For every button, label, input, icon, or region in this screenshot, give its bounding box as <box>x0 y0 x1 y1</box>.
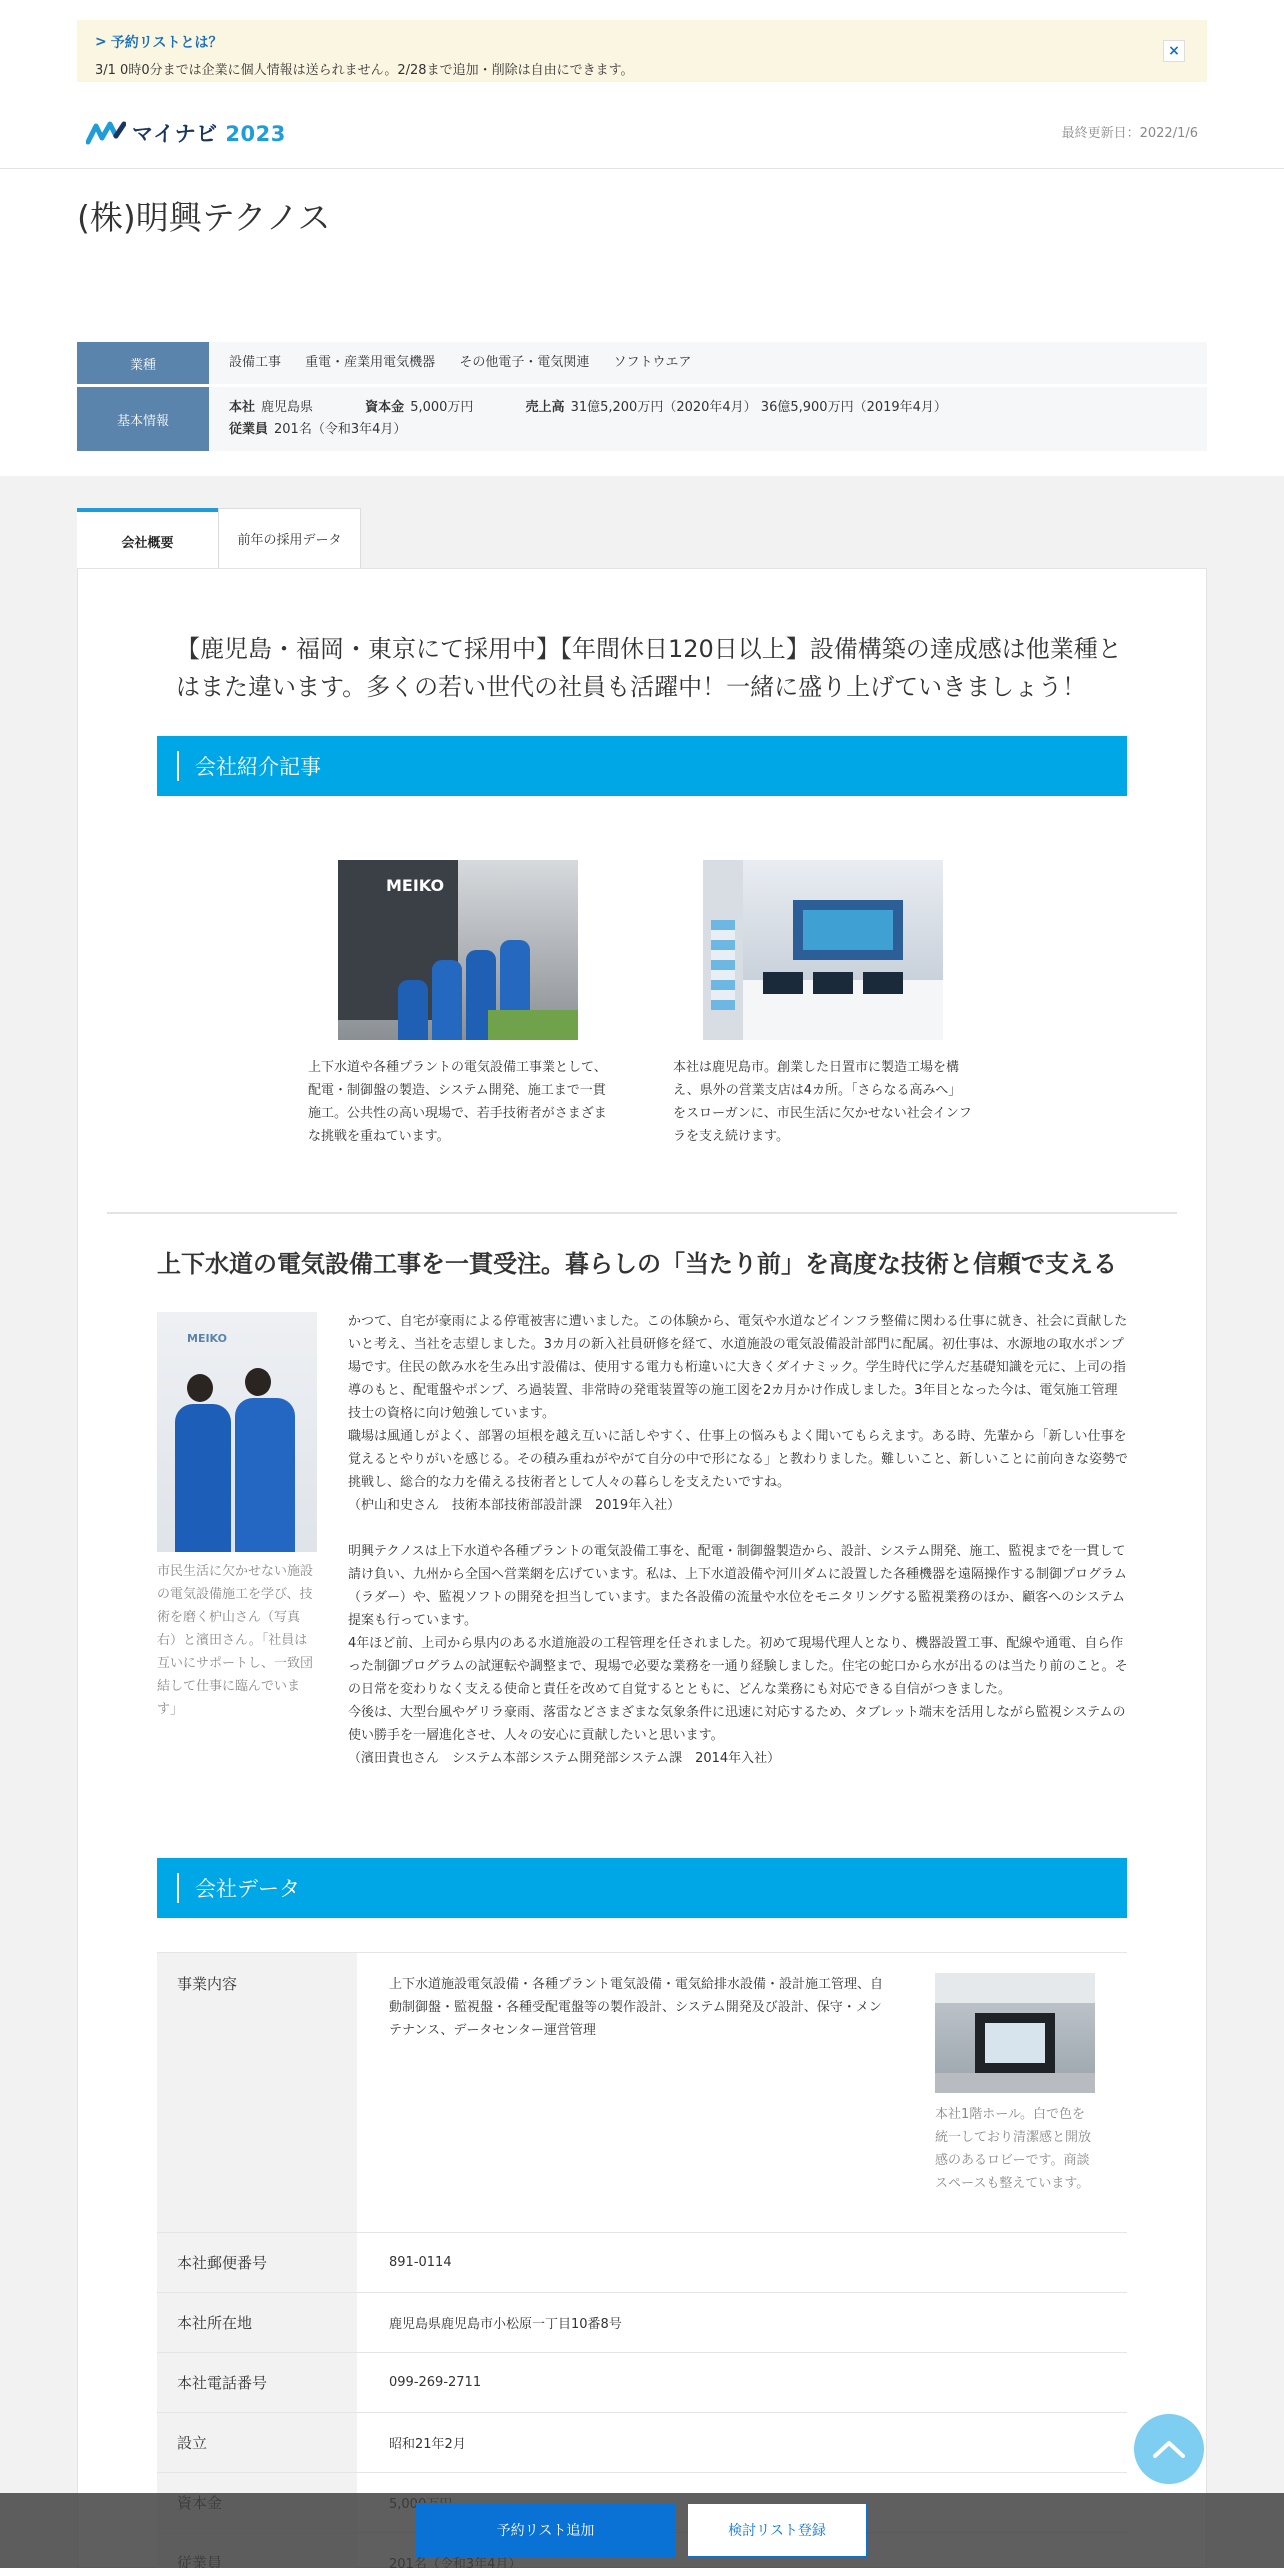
row-value: 昭和21年2月 <box>389 2437 466 2452</box>
scroll-to-top-button[interactable] <box>1134 2414 1204 2484</box>
sales-label: 売上高 <box>525 400 565 415</box>
capital-label: 資本金 <box>365 400 405 415</box>
lobby-photo-caption: 本社1階ホール。白で色を統一しており清潔感と開放感のあるロビーです。商談スペースも整えています。 <box>935 2107 1092 2191</box>
lobby-photo <box>935 1973 1095 2093</box>
data-section-heading <box>157 1858 1127 1918</box>
table-row <box>157 2293 1127 2353</box>
bottom-action-bar <box>0 2493 1284 2568</box>
heading-bar <box>177 1873 179 1903</box>
company-name: (株)明興テクノス <box>77 198 331 237</box>
industry-item: その他電子・電気関連 <box>459 355 590 370</box>
article-caption: 本社は鹿児島市。創業した日置市に製造工場を構え、県外の営業支店は4カ所。「さらなる高みへ」をスローガンに、市民生活に欠かせない社会インフラを支え続けます。 <box>673 1060 972 1144</box>
story-paragraph: かつて、自宅が豪雨による停電被害に遭いました。この体験から、電気や水道などインフラ整備に関わる仕事に就き、社会に貢献したいと考え、当社を志望しました。3カ月の新入社員研修を経て、水道施設の電気設備設計部門に配属。初仕事は、水源地の取水ポンプ場です。住民の飲み水を生み出す設備は、使用する電力も桁違いに大きくダイナミック。学生時代に学んだ基礎知識を元に、上司の指導のもと、配電盤やポンプ、ろ過装置、非常時の発電装置等の施工図を2カ月かけ作成しました。3年目となった今は、電気施工管理技士の資格に向け勉強しています。 <box>348 1314 1128 1421</box>
table-row <box>157 1953 1127 2233</box>
notice-text: 3/1 0時0分までは企業に個人情報は送られません。2/28まで追加・削除は自由にできます。 <box>95 63 634 78</box>
row-label: 本社郵便番号 <box>157 2233 357 2292</box>
row-value: 099-269-2711 <box>389 2375 482 2390</box>
hq-label: 本社 <box>229 400 256 415</box>
story-body <box>348 1310 1128 1770</box>
company-data-table <box>157 1952 1127 2568</box>
article-caption: 上下水道や各種プラントの電気設備工事業として、配電・制御盤の製造、システム開発、施工まで一貫施工。公共性の高い現場で、若手技術者がさまざまな挑戦を重ねています。 <box>308 1060 607 1144</box>
tab-previous-recruitment-data[interactable]: 前年の採用データ <box>218 508 361 568</box>
heading-bar <box>177 751 179 781</box>
story-paragraph: 今後は、大型台風やゲリラ豪雨、落雷などさまざまな気象条件に迅速に対応するため、タブレット端末を活用しながら監視システムの使い勝手を一層進化させ、人々の安心に貢献したいと思います。 <box>348 1705 1126 1743</box>
notice-title-link[interactable] <box>95 32 1189 52</box>
story-paragraph: 明興テクノスは上下水道や各種プラントの電気設備工事を、配電・制御盤製造から、設計、システム開発、施工、監視までを一貫して請け負い、九州から全国へ営業網を広げています。私は、上下水道設備や河川ダムに設置した各種機器を遠隔操作する制御プログラム（ラダー）や、監視ソフトの開発を担当しています。また各設備の流量や水位をモニタリングする監視業務のほか、顧客へのシステム提案も行っています。 <box>348 1544 1127 1628</box>
industry-list <box>209 342 1207 384</box>
story-paragraph: 4年ほど前、上司から県内のある水道施設の工程管理を任されました。初めて現場代理人となり、機器設置工事、配線や通電、自ら作った制御プログラムの試運転や調整まで、現場で必要な業務を一通り経験しました。住宅の蛇口から水が出るのは当たり前のこと。その日常を変わりなく支える使命と責任を改めて自覚するとともに、どんな業務にも対応できる自信がつきました。 <box>348 1636 1128 1697</box>
article-photo-staff <box>338 860 578 1040</box>
story-paragraph: 職場は風通しがよく、部署の垣根を越え互いに話しやすく、仕事上の悩みもよく聞いてもらえます。ある時、先輩から「新しい仕事を覚えるとやりがいを感じる。その積み重ねがやがて自分の中で形になる」と教わりました。難しいこと、新しいことに前向きな姿勢で挑戦し、総合的な力を備える技術者として人々の暮らしを支えたいですね。 <box>348 1429 1129 1490</box>
tab-company-overview[interactable]: 会社概要 <box>77 508 218 570</box>
table-row <box>157 2413 1127 2473</box>
sign-text: MEIKO <box>187 1332 227 1345</box>
story-photo-caption: 市民生活に欠かせない施設の電気設備施工を学び、技術を磨く枦山さん（写真右）と濱田さん。「社員は互いにサポートし、一致団結して仕事に臨んでいます」 <box>157 1564 314 1717</box>
intro-section-heading <box>157 736 1127 796</box>
company-info <box>77 342 1207 454</box>
story-title: 上下水道の電気設備工事を一貫受注。暮らしの「当たり前」を高度な技術と信頼で支える <box>157 1250 1117 1278</box>
sign-text: MEIKO <box>386 876 445 895</box>
basic-info-values <box>209 387 1207 451</box>
row-label: 事業内容 <box>157 1953 357 2232</box>
mynavi-logo[interactable] <box>86 118 286 148</box>
row-value: 鹿児島県鹿児島市小松原一丁目10番8号 <box>389 2317 622 2332</box>
row-label: 設立 <box>157 2413 357 2472</box>
story-signature: （枦山和史さん 技術本部技術部設計課 2019年入社） <box>348 1498 681 1513</box>
industry-label: 業種 <box>77 342 209 384</box>
sales-value: 31億5,200万円（2020年4月） 36億5,900万円（2019年4月） <box>570 400 947 415</box>
industry-row <box>77 342 1207 384</box>
add-consider-list-button[interactable]: 検討リスト登録 <box>687 2503 867 2557</box>
story-signature: （濱田貴也さん システム本部システム開発部システム課 2014年入社） <box>348 1751 781 1766</box>
logo-name: マイナビ <box>132 122 218 146</box>
notice-title: 予約リストとは？ <box>110 35 223 51</box>
story-photo-employees <box>157 1312 317 1552</box>
article-card <box>673 860 973 1148</box>
close-icon[interactable]: × <box>1163 40 1185 62</box>
row-value: 上下水道施設電気設備・各種プラント電気設備・電気給排水設備・設計施工管理、自動制御盤・監視盤・各種受配電盤等の製作設計、システム開発及び設計、保守・メンテナンス、データセンター運営管理 <box>389 1977 884 2038</box>
last-updated: 最終更新日：2022/1/6 <box>1061 126 1198 141</box>
header-divider <box>0 168 1284 169</box>
article-card <box>308 860 608 1148</box>
industry-item: 重電・産業用電気機器 <box>305 355 436 370</box>
industry-item: 設備工事 <box>229 355 282 370</box>
mynavi-mark-icon <box>86 120 126 146</box>
row-label: 本社電話番号 <box>157 2353 357 2412</box>
row-label: 本社所在地 <box>157 2293 357 2352</box>
add-reserve-list-button[interactable]: 予約リスト追加 <box>416 2503 675 2557</box>
article-photo-control-room <box>703 860 943 1040</box>
table-row <box>157 2233 1127 2293</box>
capital-value: 5,000万円 <box>410 400 474 415</box>
plants <box>488 1010 578 1040</box>
employees-label: 従業員 <box>229 422 269 437</box>
reserve-list-notice <box>77 20 1207 82</box>
table-row <box>157 2353 1127 2413</box>
basic-info-row <box>77 387 1207 451</box>
data-section-title: 会社データ <box>195 1877 300 1901</box>
chevron-right-icon: > <box>95 34 107 50</box>
hq-value: 鹿児島県 <box>261 400 314 415</box>
employees-value: 201名（令和3年4月） <box>274 422 407 437</box>
basic-info-label: 基本情報 <box>77 387 209 451</box>
row-value: 891-0114 <box>389 2255 452 2270</box>
catch-copy: 【鹿児島・福岡・東京にて採用中】【年間休日120日以上】設備構築の達成感は他業種とはまた違います。多くの若い世代の社員も活躍中！一緒に盛り上げていきましょう！ <box>176 635 1122 701</box>
intro-section-title: 会社紹介記事 <box>195 755 321 779</box>
industry-item: ソフトウエア <box>613 355 692 370</box>
section-divider <box>107 1212 1177 1214</box>
chevron-up-icon <box>1152 2439 1186 2459</box>
logo-year: 2023 <box>225 122 286 146</box>
